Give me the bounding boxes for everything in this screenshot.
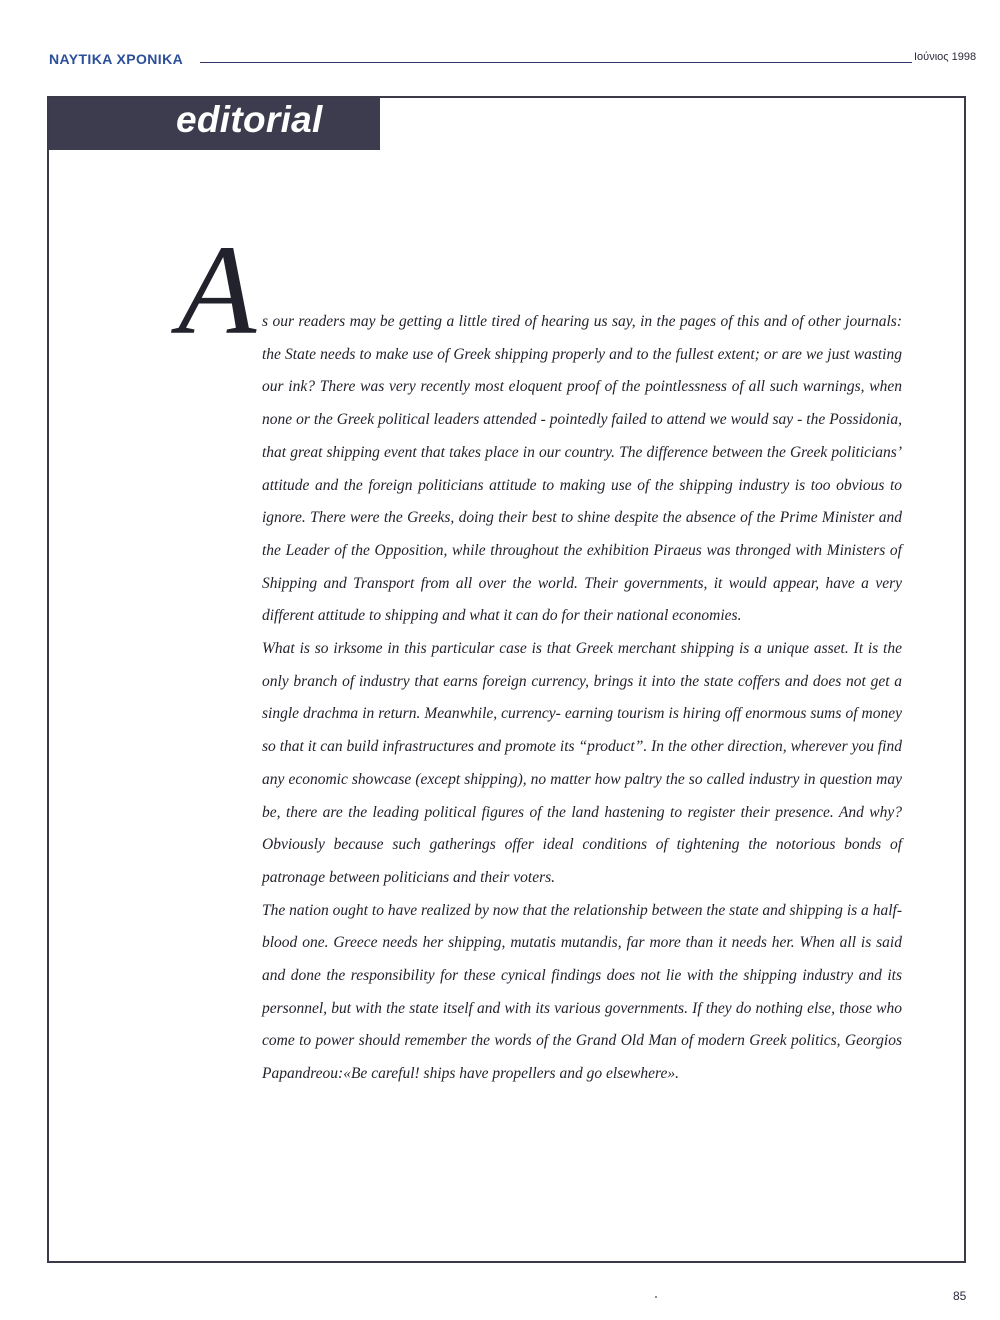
header-rule xyxy=(200,62,912,63)
drop-cap: A xyxy=(178,219,257,361)
article-paragraph-1: s our readers may be getting a little tired of hearing us say, in the pages of this and of other journals: the State needs to make use of Greek shipping properly and to the fullest extent; or are we just wasting our ink? There was very recently most eloquent proof of the pointlessness of all such warnings, when none or the Greek political leaders attended - pointedly failed to attend we would say - the Possidonia, that great shipping event that takes place in our country. The difference between the Greek politicians’ attitude and the foreign politicians attitude to making use of the shipping industry is too obvious to ignore. There were the Greeks, doing their best to shine despite the absence of the Prime Minister and the Leader of the Opposition, while throughout the exhibition Piraeus was thronged with Ministers of Shipping and Transport from all over the world. Their governments, it would appear, have a very different attitude to shipping and what it can do for their national economies. xyxy=(262,313,902,625)
print-speck xyxy=(655,1296,657,1298)
article-paragraph-2: What is so irksome in this particular case is that Greek merchant shipping is a unique asset. It is the only branch of industry that earns foreign currency, brings it into the state coffers and does not get a single drachma in return. Meanwhile, currency- earning tourism is hiring off enormous sums of money so that it can build infrastructures and promote its “product”. In the other direction, wherever you find any economic showcase (except shipping), no matter how paltry the so called industry in question may be, there are the leading political figures of the land hastening to register their presence. And why? Obviously because such gatherings offer ideal conditions of tightening the notorious bonds of patronage between politicians and their voters. xyxy=(262,640,902,886)
magazine-title: NAYTIKA XPONIKA xyxy=(49,51,184,67)
page-number: 85 xyxy=(953,1289,967,1303)
article-body xyxy=(262,306,902,1091)
article-paragraph-3: The nation ought to have realized by now that the relationship between the state and shipping is a half- blood one. Greece needs her shipping, mutatis mutandis, far more than it needs her. When all is said and done the responsibility for these cynical findings does not lie with the shipping industry and its personnel, but with the state itself and with its various governments. If they do nothing else, those who come to power should remember the words of the Grand Old Man of modern Greek politics, Georgios Papandreou:«Be careful! ships have propellers and go elsewhere». xyxy=(262,901,902,1083)
issue-date: Ιούνιος 1998 xyxy=(914,51,977,63)
section-label: editorial xyxy=(176,99,323,140)
